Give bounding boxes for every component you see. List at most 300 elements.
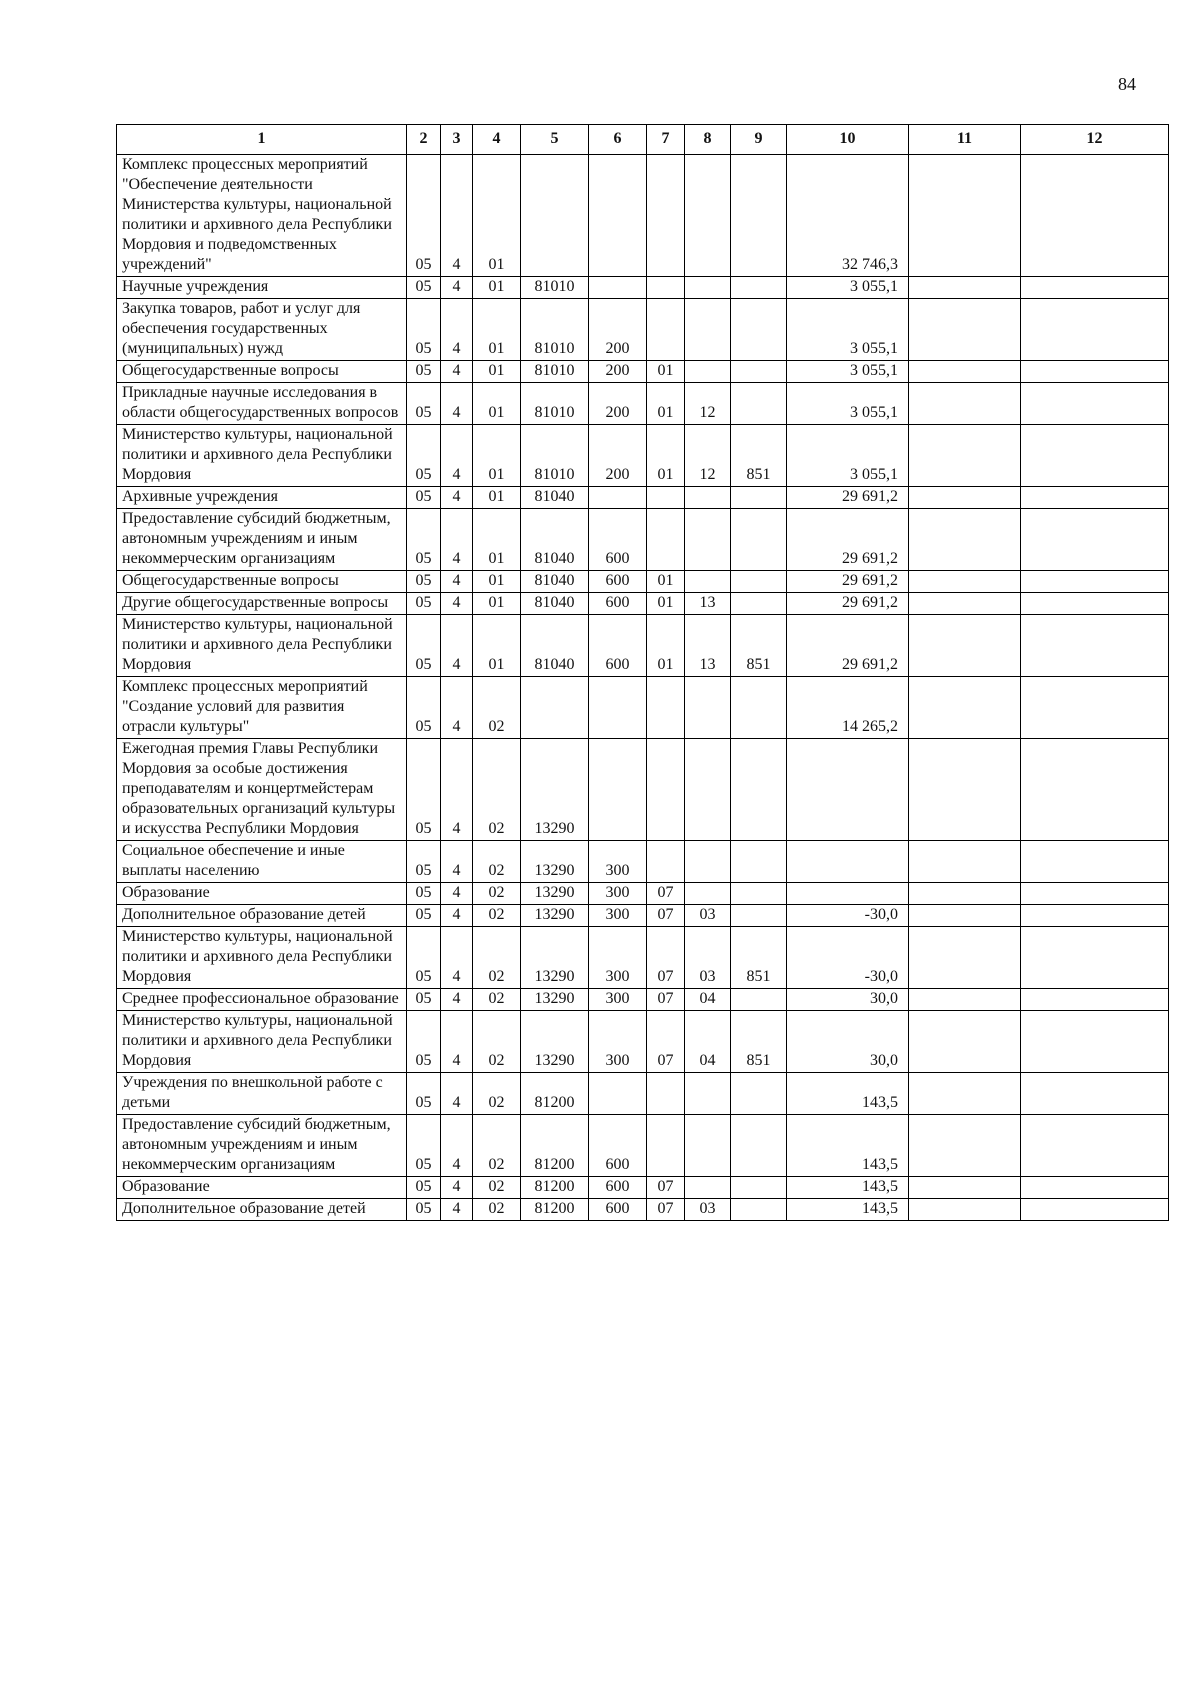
code-cell xyxy=(731,883,787,905)
code-cell: 05 xyxy=(407,425,441,487)
table-row xyxy=(117,905,1169,927)
table-row xyxy=(117,299,1169,361)
code-cell: 4 xyxy=(441,739,473,841)
code-cell xyxy=(647,277,685,299)
amount-cell: 143,5 xyxy=(787,1199,909,1221)
column-header: 5 xyxy=(521,125,589,155)
table-row xyxy=(117,883,1169,905)
code-cell: 04 xyxy=(685,1011,731,1073)
code-cell xyxy=(731,1199,787,1221)
table-row xyxy=(117,989,1169,1011)
code-cell: 13290 xyxy=(521,739,589,841)
code-cell xyxy=(647,1073,685,1115)
amount-cell: -30,0 xyxy=(787,905,909,927)
amount-cell: -30,0 xyxy=(787,927,909,989)
code-cell xyxy=(909,155,1021,277)
code-cell xyxy=(731,841,787,883)
code-cell xyxy=(589,277,647,299)
code-cell: 01 xyxy=(473,593,521,615)
code-cell: 02 xyxy=(473,927,521,989)
code-cell xyxy=(909,905,1021,927)
code-cell xyxy=(1021,277,1169,299)
code-cell: 4 xyxy=(441,571,473,593)
code-cell: 13290 xyxy=(521,905,589,927)
code-cell xyxy=(647,739,685,841)
code-cell xyxy=(685,883,731,905)
code-cell: 4 xyxy=(441,927,473,989)
code-cell: 4 xyxy=(441,1177,473,1199)
table-row xyxy=(117,1011,1169,1073)
code-cell xyxy=(1021,1115,1169,1177)
code-cell: 81200 xyxy=(521,1073,589,1115)
code-cell xyxy=(685,571,731,593)
code-cell: 600 xyxy=(589,509,647,571)
table-row xyxy=(117,1177,1169,1199)
code-cell xyxy=(909,299,1021,361)
code-cell: 300 xyxy=(589,883,647,905)
code-cell xyxy=(685,277,731,299)
code-cell: 4 xyxy=(441,883,473,905)
code-cell: 01 xyxy=(473,571,521,593)
amount-cell: 3 055,1 xyxy=(787,277,909,299)
code-cell: 300 xyxy=(589,905,647,927)
code-cell: 81040 xyxy=(521,593,589,615)
code-cell: 02 xyxy=(473,1115,521,1177)
code-cell xyxy=(731,677,787,739)
row-name-cell: Другие общегосударственные вопросы xyxy=(117,593,407,615)
table-body xyxy=(117,155,1169,1221)
code-cell: 05 xyxy=(407,155,441,277)
row-name-cell: Общегосударственные вопросы xyxy=(117,361,407,383)
code-cell: 07 xyxy=(647,989,685,1011)
code-cell: 81010 xyxy=(521,299,589,361)
amount-cell: 32 746,3 xyxy=(787,155,909,277)
code-cell xyxy=(731,1115,787,1177)
code-cell xyxy=(685,361,731,383)
row-name-cell: Научные учреждения xyxy=(117,277,407,299)
column-header: 12 xyxy=(1021,125,1169,155)
amount-cell xyxy=(787,739,909,841)
code-cell xyxy=(731,383,787,425)
code-cell: 300 xyxy=(589,989,647,1011)
table-row xyxy=(117,841,1169,883)
code-cell: 02 xyxy=(473,1011,521,1073)
code-cell: 05 xyxy=(407,841,441,883)
code-cell xyxy=(909,739,1021,841)
code-cell: 02 xyxy=(473,905,521,927)
code-cell xyxy=(1021,989,1169,1011)
code-cell: 300 xyxy=(589,1011,647,1073)
code-cell xyxy=(1021,299,1169,361)
table-row xyxy=(117,487,1169,509)
column-header: 9 xyxy=(731,125,787,155)
row-name-cell: Архивные учреждения xyxy=(117,487,407,509)
code-cell: 05 xyxy=(407,905,441,927)
code-cell xyxy=(909,361,1021,383)
code-cell xyxy=(521,677,589,739)
code-cell: 07 xyxy=(647,1177,685,1199)
code-cell: 04 xyxy=(685,989,731,1011)
code-cell xyxy=(1021,487,1169,509)
code-cell xyxy=(909,1199,1021,1221)
code-cell: 4 xyxy=(441,299,473,361)
code-cell: 4 xyxy=(441,905,473,927)
row-name-cell: Министерство культуры, национальной политики и архивного дела Республики Мордовия xyxy=(117,1011,407,1073)
code-cell: 07 xyxy=(647,883,685,905)
row-name-cell: Министерство культуры, национальной политики и архивного дела Республики Мордовия xyxy=(117,615,407,677)
column-header: 2 xyxy=(407,125,441,155)
code-cell xyxy=(909,509,1021,571)
code-cell: 05 xyxy=(407,299,441,361)
code-cell: 05 xyxy=(407,1199,441,1221)
code-cell: 600 xyxy=(589,1199,647,1221)
code-cell xyxy=(1021,571,1169,593)
amount-cell: 29 691,2 xyxy=(787,487,909,509)
column-header: 10 xyxy=(787,125,909,155)
code-cell: 05 xyxy=(407,1011,441,1073)
code-cell: 05 xyxy=(407,361,441,383)
code-cell: 07 xyxy=(647,927,685,989)
code-cell xyxy=(647,1115,685,1177)
code-cell xyxy=(1021,1073,1169,1115)
table-row xyxy=(117,1115,1169,1177)
code-cell: 07 xyxy=(647,905,685,927)
code-cell: 03 xyxy=(685,1199,731,1221)
code-cell: 200 xyxy=(589,299,647,361)
code-cell xyxy=(589,487,647,509)
code-cell: 200 xyxy=(589,383,647,425)
table-row xyxy=(117,361,1169,383)
code-cell: 01 xyxy=(473,277,521,299)
code-cell xyxy=(685,299,731,361)
code-cell: 4 xyxy=(441,361,473,383)
code-cell xyxy=(589,739,647,841)
code-cell xyxy=(1021,905,1169,927)
code-cell: 05 xyxy=(407,1115,441,1177)
code-cell: 01 xyxy=(473,361,521,383)
code-cell xyxy=(1021,509,1169,571)
amount-cell xyxy=(787,883,909,905)
code-cell: 05 xyxy=(407,571,441,593)
code-cell: 300 xyxy=(589,841,647,883)
code-cell xyxy=(1021,425,1169,487)
code-cell: 05 xyxy=(407,383,441,425)
code-cell xyxy=(685,155,731,277)
code-cell: 01 xyxy=(473,487,521,509)
code-cell xyxy=(685,1115,731,1177)
code-cell: 13290 xyxy=(521,989,589,1011)
code-cell xyxy=(909,883,1021,905)
code-cell: 01 xyxy=(473,383,521,425)
code-cell: 600 xyxy=(589,593,647,615)
header-row xyxy=(117,125,1169,155)
code-cell: 851 xyxy=(731,615,787,677)
code-cell: 13290 xyxy=(521,841,589,883)
code-cell xyxy=(731,487,787,509)
code-cell xyxy=(685,677,731,739)
row-name-cell: Образование xyxy=(117,1177,407,1199)
code-cell: 01 xyxy=(473,299,521,361)
code-cell xyxy=(647,155,685,277)
code-cell: 81200 xyxy=(521,1115,589,1177)
row-name-cell: Предоставление субсидий бюджетным, автономным учреждениям и иным некоммерческим организациям xyxy=(117,509,407,571)
code-cell xyxy=(589,677,647,739)
code-cell xyxy=(909,593,1021,615)
code-cell: 13290 xyxy=(521,883,589,905)
code-cell xyxy=(589,1073,647,1115)
code-cell: 851 xyxy=(731,425,787,487)
code-cell xyxy=(685,509,731,571)
code-cell: 05 xyxy=(407,677,441,739)
code-cell xyxy=(1021,739,1169,841)
code-cell: 200 xyxy=(589,425,647,487)
amount-cell: 29 691,2 xyxy=(787,593,909,615)
amount-cell: 3 055,1 xyxy=(787,361,909,383)
code-cell: 02 xyxy=(473,1199,521,1221)
code-cell: 81040 xyxy=(521,571,589,593)
code-cell xyxy=(685,1177,731,1199)
column-header: 8 xyxy=(685,125,731,155)
amount-cell: 29 691,2 xyxy=(787,571,909,593)
column-header: 3 xyxy=(441,125,473,155)
code-cell: 05 xyxy=(407,509,441,571)
code-cell xyxy=(1021,155,1169,277)
table-row xyxy=(117,155,1169,277)
code-cell: 05 xyxy=(407,739,441,841)
table-row xyxy=(117,739,1169,841)
code-cell: 02 xyxy=(473,677,521,739)
table-row xyxy=(117,509,1169,571)
code-cell xyxy=(909,1115,1021,1177)
code-cell: 01 xyxy=(473,509,521,571)
code-cell xyxy=(1021,593,1169,615)
table-row xyxy=(117,593,1169,615)
code-cell: 4 xyxy=(441,509,473,571)
code-cell xyxy=(521,155,589,277)
code-cell: 01 xyxy=(473,155,521,277)
code-cell xyxy=(909,571,1021,593)
amount-cell: 30,0 xyxy=(787,989,909,1011)
row-name-cell: Среднее профессиональное образование xyxy=(117,989,407,1011)
amount-cell xyxy=(787,841,909,883)
code-cell: 07 xyxy=(647,1011,685,1073)
code-cell: 02 xyxy=(473,883,521,905)
code-cell: 4 xyxy=(441,1115,473,1177)
code-cell: 12 xyxy=(685,383,731,425)
code-cell: 03 xyxy=(685,905,731,927)
code-cell: 4 xyxy=(441,425,473,487)
column-header: 1 xyxy=(117,125,407,155)
amount-cell: 14 265,2 xyxy=(787,677,909,739)
code-cell: 4 xyxy=(441,677,473,739)
code-cell: 4 xyxy=(441,155,473,277)
code-cell: 4 xyxy=(441,1199,473,1221)
code-cell xyxy=(647,487,685,509)
code-cell: 01 xyxy=(647,361,685,383)
row-name-cell: Социальное обеспечение и иные выплаты населению xyxy=(117,841,407,883)
code-cell xyxy=(1021,677,1169,739)
row-name-cell: Учреждения по внешкольной работе с детьми xyxy=(117,1073,407,1115)
row-name-cell: Дополнительное образование детей xyxy=(117,905,407,927)
code-cell: 01 xyxy=(647,615,685,677)
amount-cell: 143,5 xyxy=(787,1073,909,1115)
code-cell xyxy=(909,277,1021,299)
code-cell xyxy=(731,571,787,593)
code-cell xyxy=(1021,927,1169,989)
table-row xyxy=(117,1199,1169,1221)
code-cell: 81200 xyxy=(521,1177,589,1199)
code-cell xyxy=(1021,383,1169,425)
amount-cell: 143,5 xyxy=(787,1177,909,1199)
code-cell: 81200 xyxy=(521,1199,589,1221)
code-cell: 600 xyxy=(589,1115,647,1177)
code-cell: 05 xyxy=(407,989,441,1011)
code-cell: 01 xyxy=(647,571,685,593)
code-cell: 300 xyxy=(589,927,647,989)
code-cell: 03 xyxy=(685,927,731,989)
code-cell xyxy=(731,1073,787,1115)
code-cell xyxy=(731,989,787,1011)
code-cell xyxy=(909,615,1021,677)
code-cell: 81010 xyxy=(521,361,589,383)
code-cell: 01 xyxy=(647,383,685,425)
code-cell xyxy=(1021,615,1169,677)
code-cell: 02 xyxy=(473,1073,521,1115)
code-cell xyxy=(909,1177,1021,1199)
code-cell: 01 xyxy=(647,425,685,487)
code-cell: 02 xyxy=(473,1177,521,1199)
code-cell: 05 xyxy=(407,593,441,615)
code-cell xyxy=(1021,1199,1169,1221)
code-cell: 4 xyxy=(441,989,473,1011)
row-name-cell: Общегосударственные вопросы xyxy=(117,571,407,593)
code-cell xyxy=(909,1011,1021,1073)
row-name-cell: Дополнительное образование детей xyxy=(117,1199,407,1221)
table-row xyxy=(117,927,1169,989)
code-cell: 600 xyxy=(589,615,647,677)
code-cell xyxy=(909,841,1021,883)
code-cell: 851 xyxy=(731,927,787,989)
amount-cell: 3 055,1 xyxy=(787,383,909,425)
column-header: 7 xyxy=(647,125,685,155)
code-cell: 81010 xyxy=(521,425,589,487)
code-cell xyxy=(731,361,787,383)
code-cell xyxy=(731,299,787,361)
code-cell: 05 xyxy=(407,615,441,677)
row-name-cell: Комплекс процессных мероприятий "Создание условий для развития отрасли культуры" xyxy=(117,677,407,739)
code-cell xyxy=(909,487,1021,509)
table-row xyxy=(117,615,1169,677)
code-cell: 4 xyxy=(441,841,473,883)
column-header: 4 xyxy=(473,125,521,155)
code-cell: 851 xyxy=(731,1011,787,1073)
amount-cell: 3 055,1 xyxy=(787,425,909,487)
code-cell xyxy=(909,383,1021,425)
code-cell: 81040 xyxy=(521,615,589,677)
code-cell: 81040 xyxy=(521,509,589,571)
row-name-cell: Предоставление субсидий бюджетным, автономным учреждениям и иным некоммерческим организациям xyxy=(117,1115,407,1177)
code-cell xyxy=(685,739,731,841)
code-cell xyxy=(909,989,1021,1011)
code-cell: 01 xyxy=(473,425,521,487)
code-cell: 05 xyxy=(407,927,441,989)
code-cell: 01 xyxy=(473,615,521,677)
code-cell xyxy=(731,509,787,571)
code-cell xyxy=(647,509,685,571)
code-cell xyxy=(731,739,787,841)
code-cell: 600 xyxy=(589,1177,647,1199)
code-cell xyxy=(909,677,1021,739)
code-cell xyxy=(685,1073,731,1115)
code-cell xyxy=(731,1177,787,1199)
code-cell: 81010 xyxy=(521,383,589,425)
code-cell xyxy=(685,487,731,509)
code-cell: 4 xyxy=(441,593,473,615)
amount-cell: 3 055,1 xyxy=(787,299,909,361)
code-cell: 4 xyxy=(441,277,473,299)
code-cell xyxy=(1021,841,1169,883)
code-cell: 02 xyxy=(473,841,521,883)
code-cell: 600 xyxy=(589,571,647,593)
amount-cell: 29 691,2 xyxy=(787,615,909,677)
amount-cell: 30,0 xyxy=(787,1011,909,1073)
code-cell: 13 xyxy=(685,593,731,615)
code-cell: 4 xyxy=(441,487,473,509)
code-cell xyxy=(1021,1177,1169,1199)
table-row xyxy=(117,677,1169,739)
row-name-cell: Закупка товаров, работ и услуг для обеспечения государственных (муниципальных) нужд xyxy=(117,299,407,361)
code-cell xyxy=(647,299,685,361)
code-cell xyxy=(909,927,1021,989)
code-cell: 4 xyxy=(441,1011,473,1073)
row-name-cell: Ежегодная премия Главы Республики Мордовия за особые достижения преподавателям и концертмейстерам образовательных организаций культуры и искусства Республики Мордовия xyxy=(117,739,407,841)
column-header: 6 xyxy=(589,125,647,155)
row-name-cell: Прикладные научные исследования в области общегосударственных вопросов xyxy=(117,383,407,425)
row-name-cell: Образование xyxy=(117,883,407,905)
column-header: 11 xyxy=(909,125,1021,155)
code-cell xyxy=(909,1073,1021,1115)
code-cell xyxy=(1021,1011,1169,1073)
code-cell xyxy=(731,277,787,299)
code-cell: 05 xyxy=(407,1177,441,1199)
code-cell xyxy=(1021,883,1169,905)
amount-cell: 29 691,2 xyxy=(787,509,909,571)
code-cell: 4 xyxy=(441,1073,473,1115)
code-cell xyxy=(647,841,685,883)
code-cell xyxy=(731,905,787,927)
code-cell xyxy=(909,425,1021,487)
code-cell: 12 xyxy=(685,425,731,487)
code-cell: 05 xyxy=(407,277,441,299)
amount-cell: 143,5 xyxy=(787,1115,909,1177)
code-cell xyxy=(589,155,647,277)
code-cell: 13290 xyxy=(521,927,589,989)
code-cell: 13290 xyxy=(521,1011,589,1073)
table-row xyxy=(117,1073,1169,1115)
code-cell: 05 xyxy=(407,883,441,905)
table-row xyxy=(117,383,1169,425)
code-cell: 05 xyxy=(407,487,441,509)
table-row xyxy=(117,277,1169,299)
row-name-cell: Министерство культуры, национальной политики и архивного дела Республики Мордовия xyxy=(117,927,407,989)
code-cell: 01 xyxy=(647,593,685,615)
code-cell xyxy=(1021,361,1169,383)
code-cell: 13 xyxy=(685,615,731,677)
code-cell xyxy=(685,841,731,883)
code-cell xyxy=(647,677,685,739)
code-cell: 05 xyxy=(407,1073,441,1115)
code-cell: 02 xyxy=(473,739,521,841)
